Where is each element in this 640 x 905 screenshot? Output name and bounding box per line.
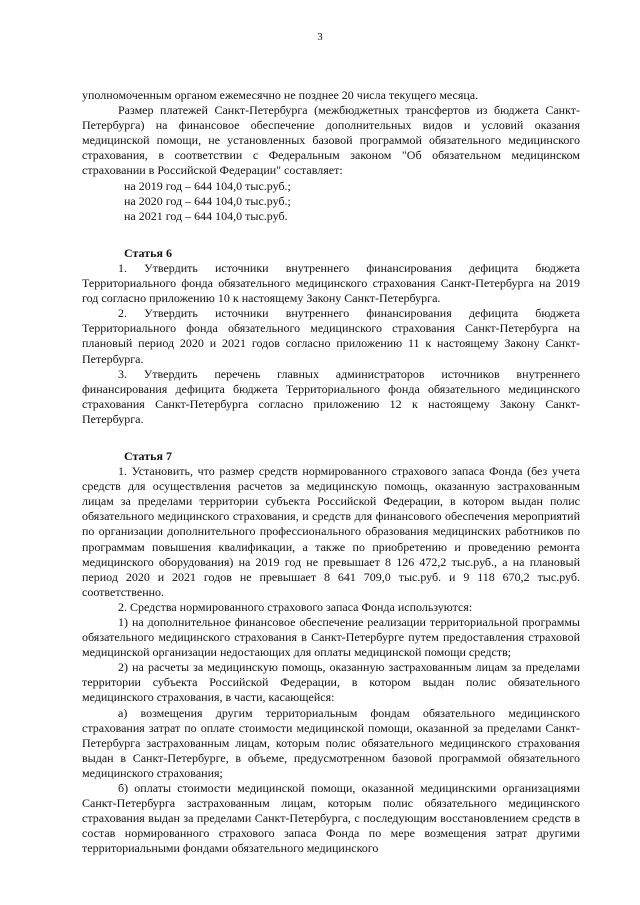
article-7-title: Статья 7	[124, 448, 172, 463]
article-7-p2-2b: б) оплаты стоимости медицинской помощи, оказанной медицинскими организациями Санкт-Петербурга застрахованным лицам, которым полис обязательного медицинского страхования выдан за пределами Санкт-Петербурга, с последующим восстановлением средств в состав нормированного страхового запаса Фонда по мере возмещения затрат другими территориальными фондами обязательного медицинского	[82, 781, 580, 856]
intro-line: уполномоченным органом ежемесячно не позднее 20 числа текущего месяца.	[82, 88, 479, 102]
article-7-p2-2a: а) возмещения другим территориальным фондам обязательного медицинского страхования затрат по оплате стоимости медицинской помощи, оказанной за пределами Санкт-Петербурга застрахованным лицам, которым полис обязательного медицинского страхования выдан в Санкт-Петербурге, в объеме, предусмотренном базовой программой обязательного медицинского страхования;	[82, 705, 580, 780]
article-6-item-3: 3. Утвердить перечень главных администраторов источников внутреннего финансирования дефицита бюджета Территориального фонда обязательного медицинского страхования Санкт-Петербурга согласно приложению 12 к настоящему Закону Санкт-Петербурга.	[82, 366, 580, 426]
article-7-p2: 2. Средства нормированного страхового запаса Фонда используются:	[118, 599, 473, 614]
payment-2021: на 2021 год – 644 104,0 тыс.руб.	[124, 208, 288, 223]
payment-2019: на 2019 год – 644 104,0 тыс.руб.;	[124, 178, 291, 193]
page-number: 3	[317, 31, 323, 43]
payment-2020: на 2020 год – 644 104,0 тыс.руб.;	[124, 193, 291, 208]
article-7-p2-2: 2) на расчеты за медицинскую помощь, оказанную застрахованным лицам за пределами территории субъекта Российской Федерации, в котором выдан полис обязательного медицинского страхования, в части, касающейся:	[82, 660, 580, 705]
document-body	[82, 88, 580, 857]
article-6-title: Статья 6	[124, 245, 172, 260]
article-6-item-1: 1. Утвердить источники внутреннего финансирования дефицита бюджета Территориального фонда обязательного медицинского страхования Санкт-Петербурга на 2019 год согласно приложению 10 к настоящему Закону Санкт-Петербурга.	[82, 260, 580, 306]
payments-paragraph: Размер платежей Санкт-Петербурга (межбюджетных трансфертов из бюджета Санкт-Петербурга) на финансовое обеспечение дополнительных видов и условий оказания медицинской помощи, не установленных базовой программой обязательного медицинского страхования, в соответствии с Федеральным законом "Об обязательном медицинском страховании в Российской Федерации" составляет:	[82, 103, 580, 178]
article-7-p2-1: 1) на дополнительное финансовое обеспечение реализации территориальной программы обязательного медицинского страхования в Санкт-Петербурге путем предоставления страховой медицинской организации недостающих для оплаты медицинской помощи средств;	[82, 615, 580, 660]
article-7-p1: 1. Установить, что размер средств нормированного страхового запаса Фонда (без учета средств для осуществления расчетов за медицинскую помощь, оказанную застрахованным лицам за пределами территории субъекта Российской Федерации, в котором выдан полис обязательного медицинского страхования, и средств для финансового обеспечения мероприятий по организации дополнительного профессионального образования медицинских работников по программам повышения квалификации, а также по приобретению и проведению ремонта медицинского оборудования) на 2019 год не превышает 8 126 472,2 тыс.руб., а на плановый период 2020 и 2021 годов не превышает 8 641 709,0 тыс.руб. и 9 118 670,2 тыс.руб. соответственно.	[82, 464, 580, 599]
article-6-item-2: 2. Утвердить источники внутреннего финансирования дефицита бюджета Территориального фонда обязательного медицинского страхования Санкт-Петербурга на плановый период 2020 и 2021 годов согласно приложению 11 к настоящему Закону Санкт-Петербурга.	[82, 306, 580, 366]
